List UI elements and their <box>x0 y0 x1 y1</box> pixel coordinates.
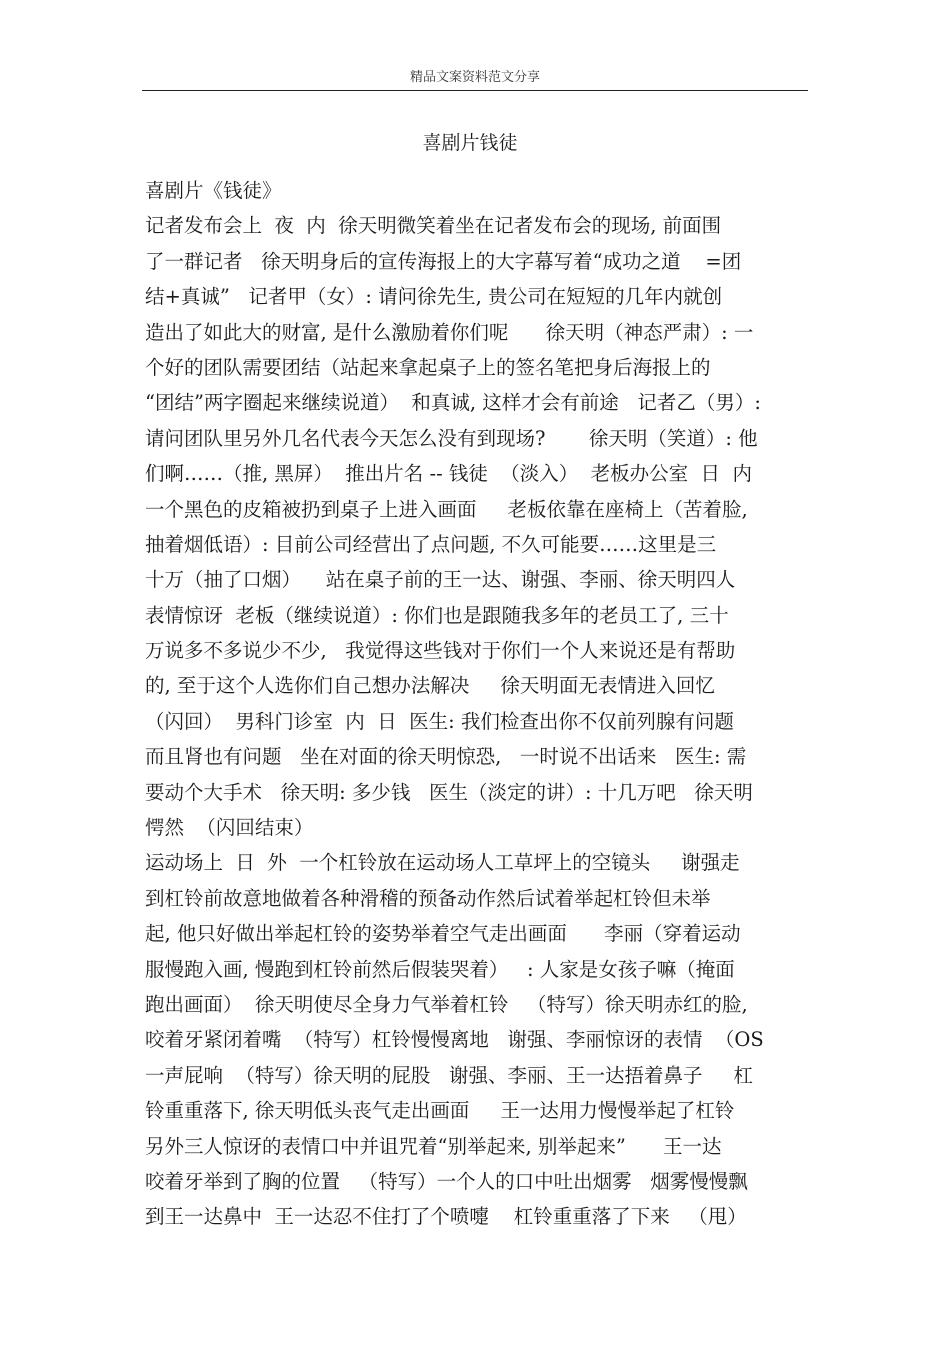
text-line: 造出了如此大的财富, 是什么激励着你们呢 徐天明（神态严肃）: 一 <box>145 320 754 344</box>
text-line: 咬着牙紧闭着嘴 （特写）杠铃慢慢离地 谢强、李丽惊讶的表情 （OS <box>145 1028 764 1052</box>
text-line: 服慢跑入画, 慢跑到杠铃前然后假装哭着） : 人家是女孩子嘛（掩面 <box>145 957 735 981</box>
text-line: 起, 他只好做出举起杠铃的姿势举着空气走出画面 李丽（穿着运动 <box>145 922 741 946</box>
text-line: “团结”两字圈起来继续说道） 和真诚, 这样才会有前途 记者乙（男）: <box>145 391 761 415</box>
page-header: 精品文案资料范文分享 <box>409 70 540 85</box>
text-line: 了一群记者 徐天明身后的宣传海报上的大字幕写着“成功之道 =团 <box>145 249 742 273</box>
text-line: 喜剧片《钱徒》 <box>145 179 282 202</box>
text-line: 的, 至于这个人选你们自己想办法解决 徐天明面无表情进入回忆 <box>145 674 715 698</box>
text-line: （闪回） 男科门诊室 内 日 医生: 我们检查出你不仅前列腺有问题 <box>145 709 734 733</box>
text-line: 抽着烟低语）: 目前公司经营出了点问题, 不久可能要……这里是三 <box>145 532 717 556</box>
text-line: 个好的团队需要团结（站起来拿起桌子上的签名笔把身后海报上的 <box>145 355 711 379</box>
document-title: 喜剧片钱徒 <box>422 132 518 154</box>
text-line: 咬着牙举到了胸的位置 （特写）一个人的口中吐出烟雾 烟雾慢慢飘 <box>145 1169 748 1193</box>
document-body <box>145 173 825 1235</box>
text-line: 运动场上 日 外 一个杠铃放在运动场人工草坪上的空镜头 谢强走 <box>145 851 740 875</box>
text-line: 十万（抽了口烟） 站在桌子前的王一达、谢强、李丽、徐天明四人 <box>145 568 736 592</box>
text-line: 铃重重落下, 徐天明低头丧气走出画面 王一达用力慢慢举起了杠铃 <box>145 1099 735 1123</box>
text-line: 们啊……（推, 黑屏） 推出片名 -- 钱徒 （淡入） 老板办公室 日 内 <box>145 462 752 486</box>
text-line: 万说多不多说少不少, 我觉得这些钱对于你们一个人来说还是有帮助 <box>145 639 736 663</box>
text-line: 一声屁响 （特写）徐天明的屁股 谢强、李丽、王一达捂着鼻子 杠 <box>145 1063 753 1087</box>
text-line: 到王一达鼻中 王一达忍不住打了个喷嚏 杠铃重重落了下来 （甩） <box>145 1205 747 1229</box>
text-line: 愕然 （闪回结束） <box>145 816 314 840</box>
text-line: 而且肾也有问题 坐在对面的徐天明惊恐, 一时说不出话来 医生: 需 <box>145 745 747 769</box>
text-line: 另外三人惊讶的表情口中并诅咒着“别举起来, 别举起来” 王一达 <box>145 1134 722 1158</box>
text-line: 要动个大手术 徐天明: 多少钱 医生（淡定的讲）: 十几万吧 徐天明 <box>145 780 753 804</box>
text-line: 记者发布会上 夜 内 徐天明微笑着坐在记者发布会的现场, 前面围 <box>145 214 722 238</box>
text-line: 结+真诚” 记者甲（女）: 请问徐先生, 贵公司在短短的几年内就创 <box>145 285 723 309</box>
text-line: 到杠铃前故意地做着各种滑稽的预备动作然后试着举起杠铃但未举 <box>145 886 711 910</box>
text-line: 表情惊讶 老板（继续说道）: 你们也是跟随我多年的老员工了, 三十 <box>145 603 729 627</box>
text-line: 跑出画面） 徐天明使尽全身力气举着杠铃 （特写）徐天明赤红的脸, <box>145 992 748 1016</box>
text-line: 一个黑色的皮箱被扔到桌子上进入画面 老板依靠在座椅上（苦着脸, <box>145 497 748 521</box>
text-line: 请问团队里另外几名代表今天怎么没有到现场? 徐天明（笑道）: 他 <box>145 426 758 450</box>
header-divider <box>142 90 808 91</box>
